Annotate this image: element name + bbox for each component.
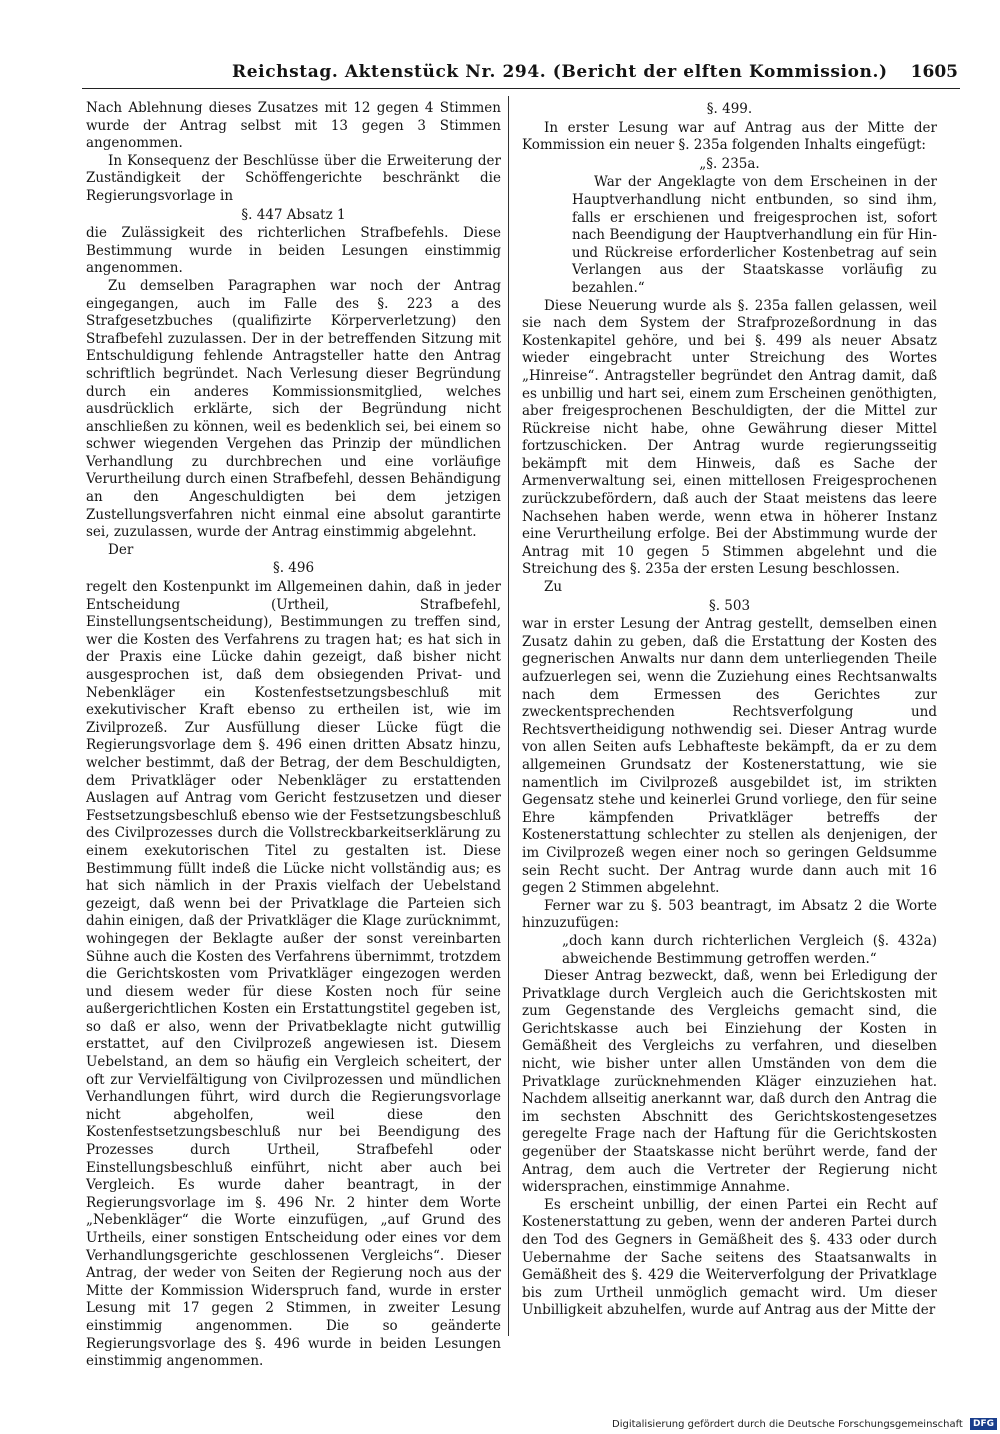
paragraph: „doch kann durch richterlichen Vergleich (§. 432a) abweichende Bestimmung getroffen werden.“ (562, 932, 937, 967)
paragraph: Es erscheint unbillig, der einen Partei ein Recht auf Kostenerstattung zu geben, wenn der anderen Partei durch den Tod des Gegners in Gemäßheit des §. 433 oder durch Uebernahme der Sache seitens des Staatsanwalts in Gemäßheit des §. 429 die Weiterverfolgung der Privatklage bis zum Urtheil unmöglich gemacht wird. Um dieser Unbilligkeit abzuhelfen, wurde auf Antrag aus der Mitte der (522, 1196, 937, 1319)
page-number: 1605 (910, 62, 958, 82)
paragraph: Zu demselben Paragraphen war noch der Antrag eingegangen, auch im Falle des §. 223 a des Strafgesetzbuches (qualifizirte Körperverletzung) den Strafbefehl zuzulassen. Der in der betreffenden Sitzung mit Entschuldigung fehlende Antragsteller hatte den Antrag schriftlich begründet. Nach Verlesung dieser Begründung durch ein anderes Kommissionsmitglied, welches ausdrücklich erklärte, sich der Begründung nicht anschließen zu können, weil es bedenklich sei, bei einem so schwer wiegenden Vergehen das Prinzip der mündlichen Verhandlung zu durchbrechen und eine vorläufige Verurtheilung durch einen Strafbefehl, dessen Behändigung an den Angeschuldigten bei dem jetzigen Zustellungsverfahren nicht einmal eine absolut garantirte sei, zuzulassen, wurde der Antrag einstimmig abgelehnt. (86, 277, 501, 541)
paragraph: Dieser Antrag bezweckt, daß, wenn bei Erledigung der Privatklage durch Vergleich auch die Gerichtskosten mit zum Gegenstande des Vergleichs gemacht sind, die Gerichtskasse auch bei Einziehung der Kosten in Gemäßheit des Vergleichs zu verfahren, und dieselben nicht, wie bisher unter allen Umständen von dem die Privatklage zurücknehmenden Kläger einzuziehen hat. Nachdem allseitig anerkannt war, daß durch den Antrag die im sechsten Abschnitt des Gerichtskostengesetzes geregelte Frage nach der Haftung für die Gerichtskosten gegenüber der Staatskasse nicht berührt werde, fand der Antrag, dem auch die Vertreter der Regierung nicht widersprachen, einstimmige Annahme. (522, 968, 937, 1196)
paragraph: Zu (544, 579, 563, 596)
paragraph: In erster Lesung war auf Antrag aus der Mitte der Kommission ein neuer §. 235a folgenden Inhalts eingefügt: (522, 119, 937, 154)
section-heading: §. 503 (708, 597, 751, 614)
running-header (82, 58, 960, 89)
running-title: Reichstag. Aktenstück Nr. 294. (Bericht der elften Kommission.) (232, 62, 888, 82)
paragraph: Nach Ablehnung dieses Zusatzes mit 12 gegen 4 Stimmen wurde der Antrag selbst mit 13 gegen 3 Stimmen angenommen. (86, 100, 501, 152)
right-column (522, 100, 937, 1320)
paragraph: Der (108, 541, 134, 558)
column-divider (508, 96, 509, 1336)
footer-credit (612, 1418, 997, 1430)
left-column (86, 100, 501, 1371)
dfg-logo: DFG (970, 1418, 997, 1430)
footer-credit-text: Digitalisierung gefördert durch die Deutsche Forschungsgemeinschaft (612, 1419, 963, 1430)
section-heading: §. 447 Absatz 1 (241, 206, 346, 223)
paragraph: regelt den Kostenpunkt im Allgemeinen dahin, daß in jeder Entscheidung (Urtheil, Strafbefehl, Einstellungsentscheidung), Bestimmungen zu treffen sind, wer die Kosten des Verfahrens zu tragen hat; es hat sich in der Praxis eine Lücke dahin gezeigt, daß bisher nicht ausgesprochen ist, daß dem obsiegenden Privat- und Nebenkläger ein Kostenfestsetzungsbeschluß mit exekutivischer Kraft ebenso zu ertheilen ist, wie im Zivilprozeß. Zur Ausfüllung dieser Lücke fügt die Regierungsvorlage dem §. 496 einen dritten Absatz hinzu, welcher bestimmt, daß der Betrag, der dem Beschuldigten, dem Privatkläger oder Nebenkläger zu erstattenden Auslagen auf Antrag vom Gericht festzusetzen und dieser Festsetzungsbeschluß ebenso wie der Festsetzungsbeschluß des Civilprozesses durch die Vollstreckbarkeitserklärung zu einem exekutorischen Titel zu gestalten ist. Diese Bestimmung füllt indeß die Lücke nicht vollständig aus; es hat sich nämlich in der Praxis vielfach der Uebelstand gezeigt, daß wenn bei der Privatklage die Parteien sich dahin einigen, daß der Privatkläger die Klage zurücknimmt, wohingegen der Beklagte außer der sonst vereinbarten Sühne auch die Kosten des Verfahrens übernimmt, trotzdem die Gerichtskosten vom Privatkläger eingezogen werden und diesem weder für diese Kosten noch für seine außergerichtlichen Kosten ein Erstattungstitel gegeben ist, so daß er also, wenn der Privatbeklagte nicht gutwillig erstattet, auf den Civilprozeß angewiesen ist. Diesem Uebelstand, an dem so häufig ein Vergleich scheitert, der oft zur Vervielfältigung von Civilprozessen und mündlichen Verhandlungen führt, wird durch die Regierungsvorlage nicht abgeholfen, weil diese den Kostenfestsetzungsbeschluß nur bei Beendigung des Prozesses durch Urtheil, Strafbefehl oder Einstellungsbeschluß einführt, nicht aber auch bei Vergleich. Es wurde daher beantragt, in der Regierungsvorlage im §. 496 Nr. 2 hinter dem Worte „Nebenkläger“ die Worte einzufügen, „auf Grund des Urtheils, einer sonstigen Entscheidung oder eines vor dem Verhandlungsgerichte geschlossenen Vergleichs“. Dieser Antrag, der weder von Seiten der Regierung noch aus der Mitte der Kommission Widerspruch fand, wurde in erster Lesung mit 17 gegen 2 Stimmen, in zweiter Lesung einstimmig angenommen. Die so geänderte Regierungsvorlage des §. 496 wurde in beiden Lesungen einstimmig angenommen. (86, 579, 501, 1370)
section-heading: §. 499. (706, 101, 753, 117)
paragraph: Ferner war zu §. 503 beantragt, im Absatz 2 die Worte hinzuzufügen: (522, 897, 937, 932)
section-heading: „§. 235a. (699, 155, 760, 172)
paragraph: war in erster Lesung der Antrag gestellt, demselben einen Zusatz dahin zu geben, daß die Erstattung der Kosten des gegnerischen Anwalts nur dann dem unterliegenden Theile aufzuerlegen sei, wenn die Zuziehung eines Rechtsanwalts nach dem Ermessen des Gerichtes zur zweckentsprechenden Rechtsverfolgung und Rechtsvertheidigung nothwendig sei. Dieser Antrag wurde von allen Seiten aufs Lebhafteste bekämpft, da er zu dem allgemeinen Grundsatz der Kostenerstattung, wie sie namentlich im Civilprozeß ausgebildet ist, im strikten Gegensatz stehe und keinerlei Grund vorliege, den für seine Ehre kämpfenden Privatkläger betreffs der Kostenerstattung schlechter zu stellen als denjenigen, der im Civilprozeß wegen einer noch so geringen Geldsumme sein Recht sucht. Der Antrag wurde dann auch mit 16 gegen 2 Stimmen abgelehnt. (522, 616, 937, 897)
paragraph: Diese Neuerung wurde als §. 235a fallen gelassen, weil sie nach dem System der Strafprozeßordnung in das Kostenkapitel gehöre, und bei §. 499 als neuer Absatz wieder eingebracht unter Streichung des Wortes „Hinreise“. Antragsteller begründet den Antrag damit, daß es unbillig und hart sei, einem zum Erscheinen genöthigten, aber freigesprochenen Beschuldigten, der die Mittel zur Rückreise nicht habe, ohne Gewährung dieser Mittel fortzuschicken. Der Antrag wurde regierungsseitig bekämpft mit dem Hinweis, daß es Sache der Armenverwaltung sei, einen mittellosen Freigesprochenen zurückzubefördern, daß auch der Staat meistens das leere Nachsehen haben werde, wenn etwa in höherer Instanz eine Verurtheilung erfolge. Bei der Abstimmung wurde der Antrag mit 10 gegen 5 Stimmen abgelehnt und die Streichung des §. 235a der ersten Lesung beschlossen. (522, 297, 937, 578)
paragraph: War der Angeklagte von dem Erscheinen in der Hauptverhandlung nicht entbunden, so sind ihm, falls er erschienen und freigesprochen ist, sofort nach Beendigung der Hauptverhandlung ein für Hin- und Rückreise erforderlicher Kostenbetrag auf sein Verlangen aus der Staatskasse vorläufig zu bezahlen.“ (572, 174, 937, 296)
section-heading: §. 496 (272, 560, 315, 577)
paragraph: die Zulässigkeit des richterlichen Strafbefehls. Diese Bestimmung wurde in beiden Lesungen einstimmig angenommen. (86, 225, 501, 277)
paragraph: In Konsequenz der Beschlüsse über die Erweiterung der Zuständigkeit der Schöffengerichte beschränkt die Regierungsvorlage in (86, 152, 501, 204)
